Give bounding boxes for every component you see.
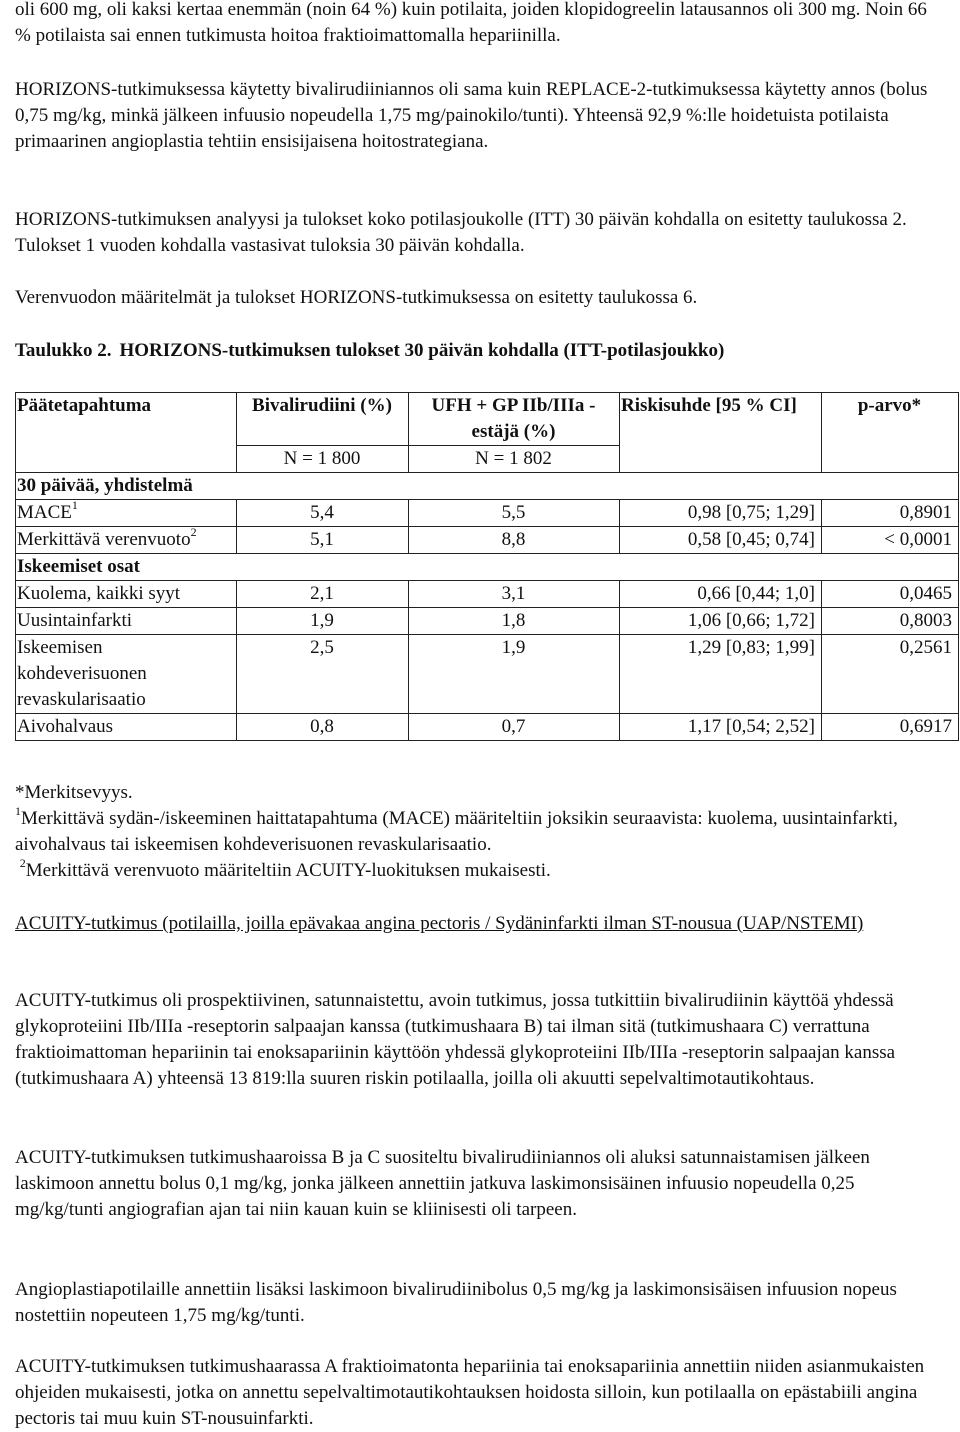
paragraph-arm-a: ACUITY-tutkimuksen tutkimushaarassa A fraktioimatonta hepariinia tai enoksapariinia annettiin niiden asianmukaisten ohjeiden mukaisesti, jotka on annettu sepelvaltimotautikohtauksen hoidosta silloin, kun potilaalla on epästabiili angina pectoris tai muu kuin ST-nousuinfarkti. bbox=[15, 1356, 925, 1429]
table-row bbox=[16, 500, 959, 527]
header-risk-ratio: Riskisuhde [95 % CI] bbox=[620, 393, 822, 446]
cell-ufh-gp: 1,8 bbox=[409, 608, 620, 635]
n-bivalirudin: N = 1 800 bbox=[237, 446, 409, 473]
cell-bivalirudin: 0,8 bbox=[237, 714, 409, 741]
paragraph-acuity-design: ACUITY-tutkimus oli prospektiivinen, satunnaistettu, avoin tutkimus, jossa tutkittiin bivalirudiinin käyttöä yhdessä glykoproteiini IIb/IIIa -reseptorin salpaajan kanssa (tutkimushaara B) tai ilman sitä (tutkimushaara C) verrattuna fraktioimattoman hepariinin tai enoksapariinin käyttöön yhdessä glykoproteiini IIb/IIIa -reseptorin salpaajan kanssa (tutkimushaara A) yhteensä 13 819:lla suuren riskin potilaalla, joilla oli akuutti sepelvaltimotautikohtaus. bbox=[15, 990, 896, 1089]
section-ischemic-label: Iskeemiset osat bbox=[16, 554, 959, 581]
cell-risk-ratio: 1,29 [0,83; 1,99] bbox=[620, 635, 822, 714]
header-ufh-gp: UFH + GP IIb/IIIa -estäjä (%) bbox=[409, 393, 620, 446]
header-p-value: p-arvo* bbox=[822, 393, 959, 446]
table-row bbox=[16, 635, 959, 714]
row-name: Iskeemisen kohdeverisuonen revaskularisaatio bbox=[16, 635, 237, 714]
row-name: MACE bbox=[17, 502, 72, 523]
cell-risk-ratio: 1,17 [0,54; 2,52] bbox=[620, 714, 822, 741]
table-footnotes bbox=[15, 780, 945, 884]
cell-p-value: 0,8003 bbox=[822, 608, 959, 635]
cell-ufh-gp: 5,5 bbox=[409, 500, 620, 527]
row-name: Aivohalvaus bbox=[16, 714, 237, 741]
row-name: Uusintainfarkti bbox=[16, 608, 237, 635]
paragraph-bleeding-definitions: Verenvuodon määritelmät ja tulokset HORIZONS-tutkimuksessa on esitetty taulukossa 6. bbox=[15, 287, 698, 308]
table-row bbox=[16, 714, 959, 741]
section-composite-label: 30 päivää, yhdistelmä bbox=[16, 473, 959, 500]
paragraph-acuity-dose: ACUITY-tutkimuksen tutkimushaaroissa B ja C suositeltu bivalirudiiniannos oli aluksi satunnaistamisen jälkeen laskimoon annettu bolus 0,1 mg/kg, jonka jälkeen annettiin jatkuva laskimonsisäinen infuusio nopeudella 0,25 mg/kg/tunti angiografian ajan tai niin kauan kuin se kliinisesti oli tarpeen. bbox=[15, 1147, 870, 1220]
table-row bbox=[16, 608, 959, 635]
footnote-2: $^2$Merkittävä verenvuoto määriteltiin ACUITY-luokituksen mukaisesti. bbox=[19, 855, 551, 881]
table-caption-title: HORIZONS-tutkimuksen tulokset 30 päivän kohdalla (ITT-potilasjoukko) bbox=[119, 340, 725, 361]
cell-bivalirudin: 2,1 bbox=[237, 581, 409, 608]
footnote-ref: 2 bbox=[190, 524, 197, 539]
row-name: Merkittävä verenvuoto bbox=[17, 529, 191, 550]
paragraph-horizons-dose: HORIZONS-tutkimuksessa käytetty bivalirudiiniannos oli sama kuin REPLACE-2-tutkimuksessa käytetty annos (bolus 0,75 mg/kg, minkä jälkeen infuusio nopeudella 1,75 mg/painokilo/tunti). Yhteensä 92,9 %:lle hoidetuista potilaista primaarinen angioplastia tehtiin ensisijaisena hoitostrategiana. bbox=[15, 79, 928, 152]
footnote-ref: 1 bbox=[71, 497, 78, 512]
header-endpoint: Päätetapahtuma bbox=[16, 393, 237, 446]
section-composite bbox=[16, 473, 959, 500]
table-n-row bbox=[16, 446, 959, 473]
table-row bbox=[16, 581, 959, 608]
row-name: Kuolema, kaikki syyt bbox=[16, 581, 237, 608]
footnote-1: $^1$Merkittävä sydän-/iskeeminen haittatapahtuma (MACE) määriteltiin joksikin seuraavista: kuolema, uusintainfarkti, aivohalvaus tai iskeemisen kohdeverisuonen revaskularisaatio. bbox=[15, 803, 898, 855]
cell-bivalirudin: 5,1 bbox=[237, 527, 409, 554]
paragraph-horizons-analysis: HORIZONS-tutkimuksen analyysi ja tulokset koko potilasjoukolle (ITT) 30 päivän kohdalla on esitetty taulukossa 2. Tulokset 1 vuoden kohdalla vastasivat tuloksia 30 päivän kohdalla. bbox=[15, 209, 907, 256]
cell-ufh-gp: 0,7 bbox=[409, 714, 620, 741]
cell-risk-ratio: 0,98 [0,75; 1,29] bbox=[620, 500, 822, 527]
table-caption bbox=[15, 338, 724, 364]
cell-ufh-gp: 3,1 bbox=[409, 581, 620, 608]
cell-bivalirudin: 5,4 bbox=[237, 500, 409, 527]
paragraph-clopidogrel: oli 600 mg, oli kaksi kertaa enemmän (noin 64 %) kuin potilaita, joiden klopidogreelin latausannos oli 300 mg. Noin 66 % potilaista sai ennen tutkimusta hoitoa fraktioimattomalla hepariinilla. bbox=[15, 0, 927, 46]
acuity-heading: ACUITY-tutkimus (potilailla, joilla epävakaa angina pectoris / Sydäninfarkti ilman ST-nousua (UAP/NSTEMI) bbox=[15, 913, 864, 934]
cell-bivalirudin: 1,9 bbox=[237, 608, 409, 635]
table-header-row bbox=[16, 393, 959, 446]
cell-risk-ratio: 0,58 [0,45; 0,74] bbox=[620, 527, 822, 554]
results-table bbox=[15, 392, 959, 741]
cell-risk-ratio: 0,66 [0,44; 1,0] bbox=[620, 581, 822, 608]
cell-p-value: 0,6917 bbox=[822, 714, 959, 741]
cell-p-value: 0,8901 bbox=[822, 500, 959, 527]
table-caption-label: Taulukko 2. bbox=[15, 340, 112, 361]
n-ufh-gp: N = 1 802 bbox=[409, 446, 620, 473]
section-ischemic bbox=[16, 554, 959, 581]
header-bivalirudin: Bivalirudiini (%) bbox=[237, 393, 409, 446]
table-row bbox=[16, 527, 959, 554]
cell-ufh-gp: 1,9 bbox=[409, 635, 620, 714]
cell-risk-ratio: 1,06 [0,66; 1,72] bbox=[620, 608, 822, 635]
cell-p-value: < 0,0001 bbox=[822, 527, 959, 554]
paragraph-angioplasty: Angioplastiapotilaille annettiin lisäksi laskimoon bivalirudiinibolus 0,5 mg/kg ja laskimonsisäisen infuusion nopeus nostettiin nopeuteen 1,75 mg/kg/tunti. bbox=[15, 1279, 897, 1326]
cell-p-value: 0,0465 bbox=[822, 581, 959, 608]
cell-bivalirudin: 2,5 bbox=[237, 635, 409, 714]
cell-p-value: 0,2561 bbox=[822, 635, 959, 714]
cell-ufh-gp: 8,8 bbox=[409, 527, 620, 554]
footnote-significance: *Merkitsevyys. bbox=[15, 782, 133, 803]
